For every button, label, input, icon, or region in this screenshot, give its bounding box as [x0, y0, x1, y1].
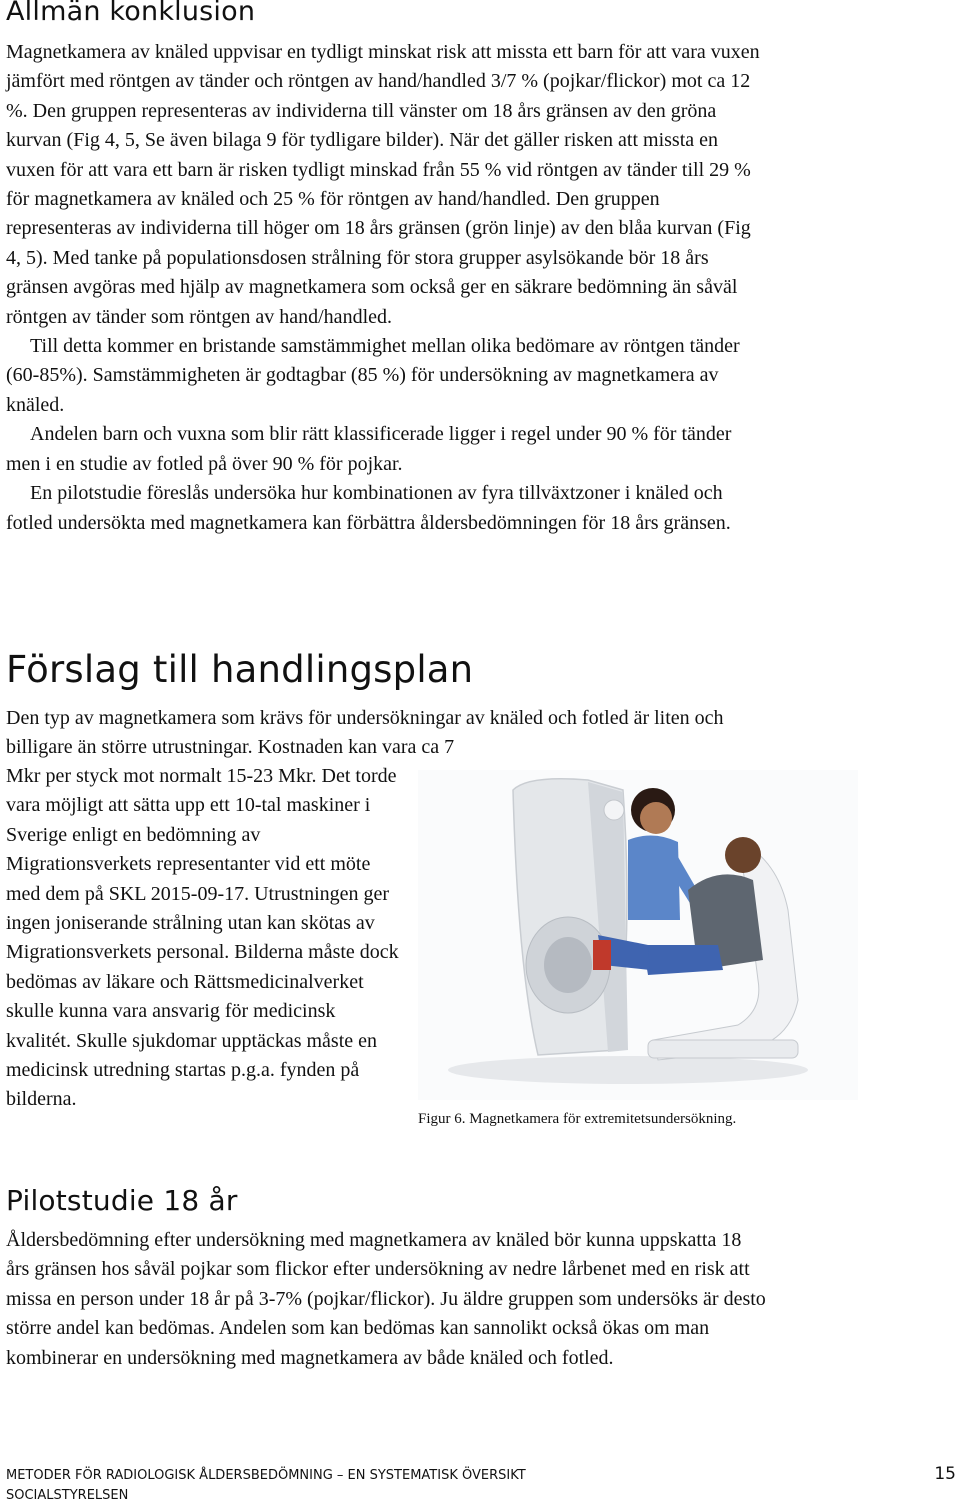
- section-heading-plan: Förslag till handlingsplan: [6, 648, 474, 691]
- page-number: 15: [934, 1464, 956, 1484]
- conclusion-paragraph-2: Till detta kommer en bristande samstämmighet mellan olika bedömare av röntgen tänder (60-85%). Samstämmigheten är godtagbar (85 %) för undersökning av magnetkamera av knäled.: [6, 335, 740, 416]
- plan-side-text: Mkr per styck mot normalt 15-23 Mkr. Det torde vara möjligt att sätta upp ett 10-tal maskiner i Sverige enligt en bedömning av Migrationsverkets representanter vid ett möte med dem på SKL 2015-09-17. Utrustningen ger ingen joniserande strålning utan kan skötas av Migrationsverkets personal. Bilderna måste dock bedömas av läkare och Rättsmedicinalverket skulle kunna vara ansvarig för medicinsk kvalitét. Skulle sjukdomar upptäckas måste en medicinsk utredning startas p.g.a. fynden på bilderna.: [6, 765, 399, 1111]
- conclusion-paragraph-1: Magnetkamera av knäled uppvisar en tydligt minskat risk att missta ett barn för att vara vuxen jämfört med röntgen av tänder och röntgen av hand/handled 3/7 % (pojkar/flickor) mot ca 12 %. Den gruppen representeras av individerna till vänster om 18 års gränsen av den gröna kurvan (Fig 4, 5, Se även bilaga 9 för tydligare bilder). När det gäller risken att missta en vuxen för att vara ett barn är risken tydligt minskad från 55 % vid röntgen av tänder till 29 % för magnetkamera av knäled och 25 % för röntgen av hand/handled. Den gruppen representeras av individerna till höger om 18 års gränsen (grön linje) av den blåa kurvan (Fig 4, 5). Med tanke på populationsdosen strålning för stora grupper asylsökande bör 18 års gränsen avgöras med hjälp av magnetkamera som också ger en säkrare bedömning än såväl röntgen av tänder som röntgen av hand/handled.: [6, 41, 760, 328]
- mri-illustration: [418, 770, 858, 1100]
- section-heading-pilot: Pilotstudie 18 år: [6, 1184, 238, 1217]
- conclusion-paragraph-4: En pilotstudie föreslås undersöka hur kombinationen av fyra tillväxtzoner i knäled och fotled undersökta med magnetkamera kan förbättra åldersbedömningen för 18 års gränsen.: [6, 482, 731, 534]
- footer: [6, 1466, 526, 1506]
- footer-publisher: SOCIALSTYRELSEN: [6, 1488, 129, 1503]
- conclusion-body: [6, 38, 766, 538]
- figure-caption: Figur 6. Magnetkamera för extremitetsundersökning.: [418, 1111, 737, 1127]
- section-heading-conclusion: Allmän konklusion: [6, 0, 256, 27]
- pilot-body: Åldersbedömning efter undersökning med magnetkamera av knäled bör kunna uppskatta 18 års gränsen hos såväl pojkar som flickor efter undersökning av nedre lårbenet med en risk att missa en person under 18 år på 3-7% (pojkar/flickor). Ju äldre gruppen som undersöks är desto större andel kan bedömas. Andelen som kan bedömas kan sannolikt också ökas om man kombinerar en undersökning med magnetkamera av både knäled och fotled.: [6, 1229, 766, 1369]
- plan-intro-text: Den typ av magnetkamera som krävs för undersökningar av knäled och fotled är liten och billigare än större utrustningar. Kostnaden kan vara ca 7: [6, 707, 724, 759]
- footer-title: METODER FÖR RADIOLOGISK ÅLDERSBEDÖMNING – EN SYSTEMATISK ÖVERSIKT: [6, 1468, 526, 1483]
- mri-machine-image: [418, 770, 858, 1100]
- conclusion-paragraph-3: Andelen barn och vuxna som blir rätt klassificerade ligger i regel under 90 % för tänder men i en studie av fotled på över 90 % för pojkar.: [6, 423, 732, 475]
